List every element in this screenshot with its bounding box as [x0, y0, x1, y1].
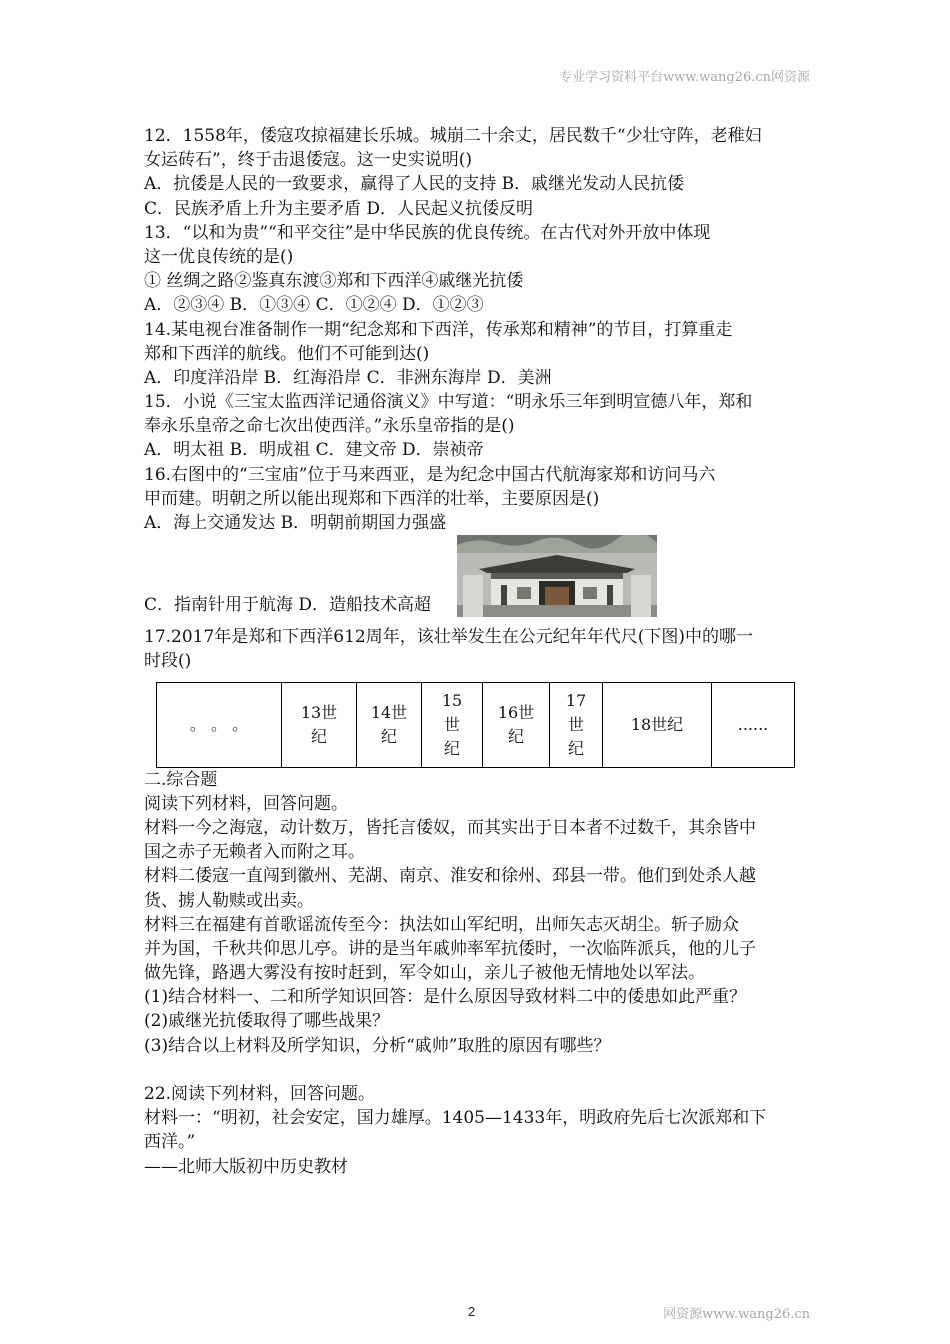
watermark-top: 专业学习资料平台www.wang26.cn网资源: [559, 70, 810, 85]
q12-line1: 12．1558年，倭寇攻掠福建长乐城。城崩二十余丈，居民数千“少壮守阵，老稚妇: [144, 126, 762, 146]
q13-line2: 这一优良传统的是(): [144, 246, 294, 267]
blank-line: [144, 1058, 810, 1082]
section2-question2: (2)戚继光抗倭取得了哪些战果？: [144, 1011, 390, 1032]
q14-options: A．印度洋沿岸 B．红海沿岸 C．非洲东海岸 D．美洲: [144, 367, 552, 388]
q22-source: ——北师大版初中历史教材: [144, 1156, 348, 1177]
q17-line1: 17.2017年是郑和下西洋612周年，该壮举发生在公元纪年年代尺(下图)中的哪一: [144, 627, 754, 648]
material2-line1: 材料二倭寇一直闯到徽州、芜湖、南京、淮安和徐州、邳县一带。他们到处杀人越: [144, 866, 756, 887]
q15-line2: 奉永乐皇帝之命七次出使西洋。”永乐皇帝指的是(): [144, 416, 515, 437]
q12-option-line2: C．民族矛盾上升为主要矛盾 D．人民起义抗倭反明: [144, 198, 534, 219]
q13-items: ① 丝绸之路②鉴真东渡③郑和下西洋④戚继光抗倭: [144, 271, 524, 292]
material1-line2: 国之赤子无赖者入而附之耳。: [144, 842, 365, 863]
q22-line1: 22.阅读下列材料，回答问题。: [144, 1084, 376, 1104]
timeline-table: [156, 682, 795, 768]
q12-option-line1: A．抗倭是人民的一致要求，赢得了人民的支持 B．戚继光发动人民抗倭: [144, 174, 685, 195]
q13-line1: 13．“以和为贵”“和平交往”是中华民族的优良传统。在古代对外开放中体现: [144, 222, 711, 243]
material1-line1: 材料一今之海寇，动计数万，皆托言倭奴，而其实出于日本者不过数千，其余皆中: [144, 817, 756, 838]
material2-line2: 货、掳人勒赎或出卖。: [144, 890, 314, 911]
section2-question1: (1)结合材料一、二和所学知识回答：是什么原因导致材料二中的倭患如此严重？: [144, 987, 747, 1008]
section2-heading: 二.综合题: [144, 769, 218, 790]
material3-line3: 做先锋，路遇大雾没有按时赶到，军令如山，亲儿子被他无情地处以军法。: [144, 963, 705, 984]
document-body: [144, 124, 810, 1179]
q22-line2: 材料一：“明初，社会安定，国力雄厚。1405—1433年，明政府先后七次派郑和下: [144, 1108, 767, 1129]
q16-option-line1: A．海上交通发达 B．明朝前期国力强盛: [144, 513, 447, 533]
watermark-bottom: 网资源www.wang26.cn: [663, 1307, 810, 1322]
q16-line1: 16.右图中的“三宝庙”位于马来西亚，是为纪念中国古代航海家郑和访问马六: [144, 464, 716, 485]
timeline-cell-ellipsis: ......: [712, 682, 795, 767]
timeline-cell-16c: 16世 纪: [483, 682, 550, 767]
timeline-cell-13c: 13世 纪: [282, 682, 357, 767]
material3-line1: 材料三在福建有首歌谣流传至今：执法如山军纪明，出师矢志灭胡尘。斩子励众: [144, 914, 739, 935]
q13-options: A．②③④ B．①③④ C．①②④ D．①②③: [144, 295, 484, 316]
q16-option-line2: C．指南针用于航海 D．造船技术高超: [144, 595, 432, 615]
timeline-cell-0: 。 。 。: [157, 682, 282, 767]
q17-line2: 时段(): [144, 651, 192, 672]
timeline-cell-14c: 14世 纪: [357, 682, 422, 767]
page-number: 2: [468, 1304, 476, 1319]
q14-line1: 14.某电视台准备制作一期“纪念郑和下西洋，传承郑和精神”的节目，打算重走: [144, 319, 733, 340]
timeline-row: [157, 682, 795, 767]
q16-option-row-with-image: [144, 535, 810, 617]
section2-question3: (3)结合以上材料及所学知识，分析“戚帅”取胜的原因有哪些？: [144, 1035, 611, 1056]
timeline-cell-17c: 17 世 纪: [550, 682, 603, 767]
q16-line2: 甲而建。明朝之所以能出现郑和下西洋的壮举，主要原因是(): [144, 488, 600, 509]
q14-line2: 郑和下西洋的航线。他们不可能到达(): [144, 343, 430, 364]
timeline-cell-18c: 18世纪: [603, 682, 712, 767]
q22-line3: 西洋。”: [144, 1132, 196, 1153]
sanbao-temple-photo: [457, 535, 657, 617]
material3-line2: 并为国，千秋共仰思儿亭。讲的是当年戚帅率军抗倭时，一次临阵派兵，他的儿子: [144, 938, 756, 959]
section2-intro: 阅读下列材料，回答问题。: [144, 793, 348, 814]
q15-line1: 15．小说《三宝太监西洋记通俗演义》中写道：“明永乐三年到明宣德八年，郑和: [144, 392, 753, 413]
q12-line2: 女运砖石”，终于击退倭寇。这一史实说明(): [144, 150, 472, 171]
timeline-cell-15c: 15 世 纪: [422, 682, 483, 767]
q15-options: A．明太祖 B．明成祖 C．建文帝 D．崇祯帝: [144, 440, 484, 461]
